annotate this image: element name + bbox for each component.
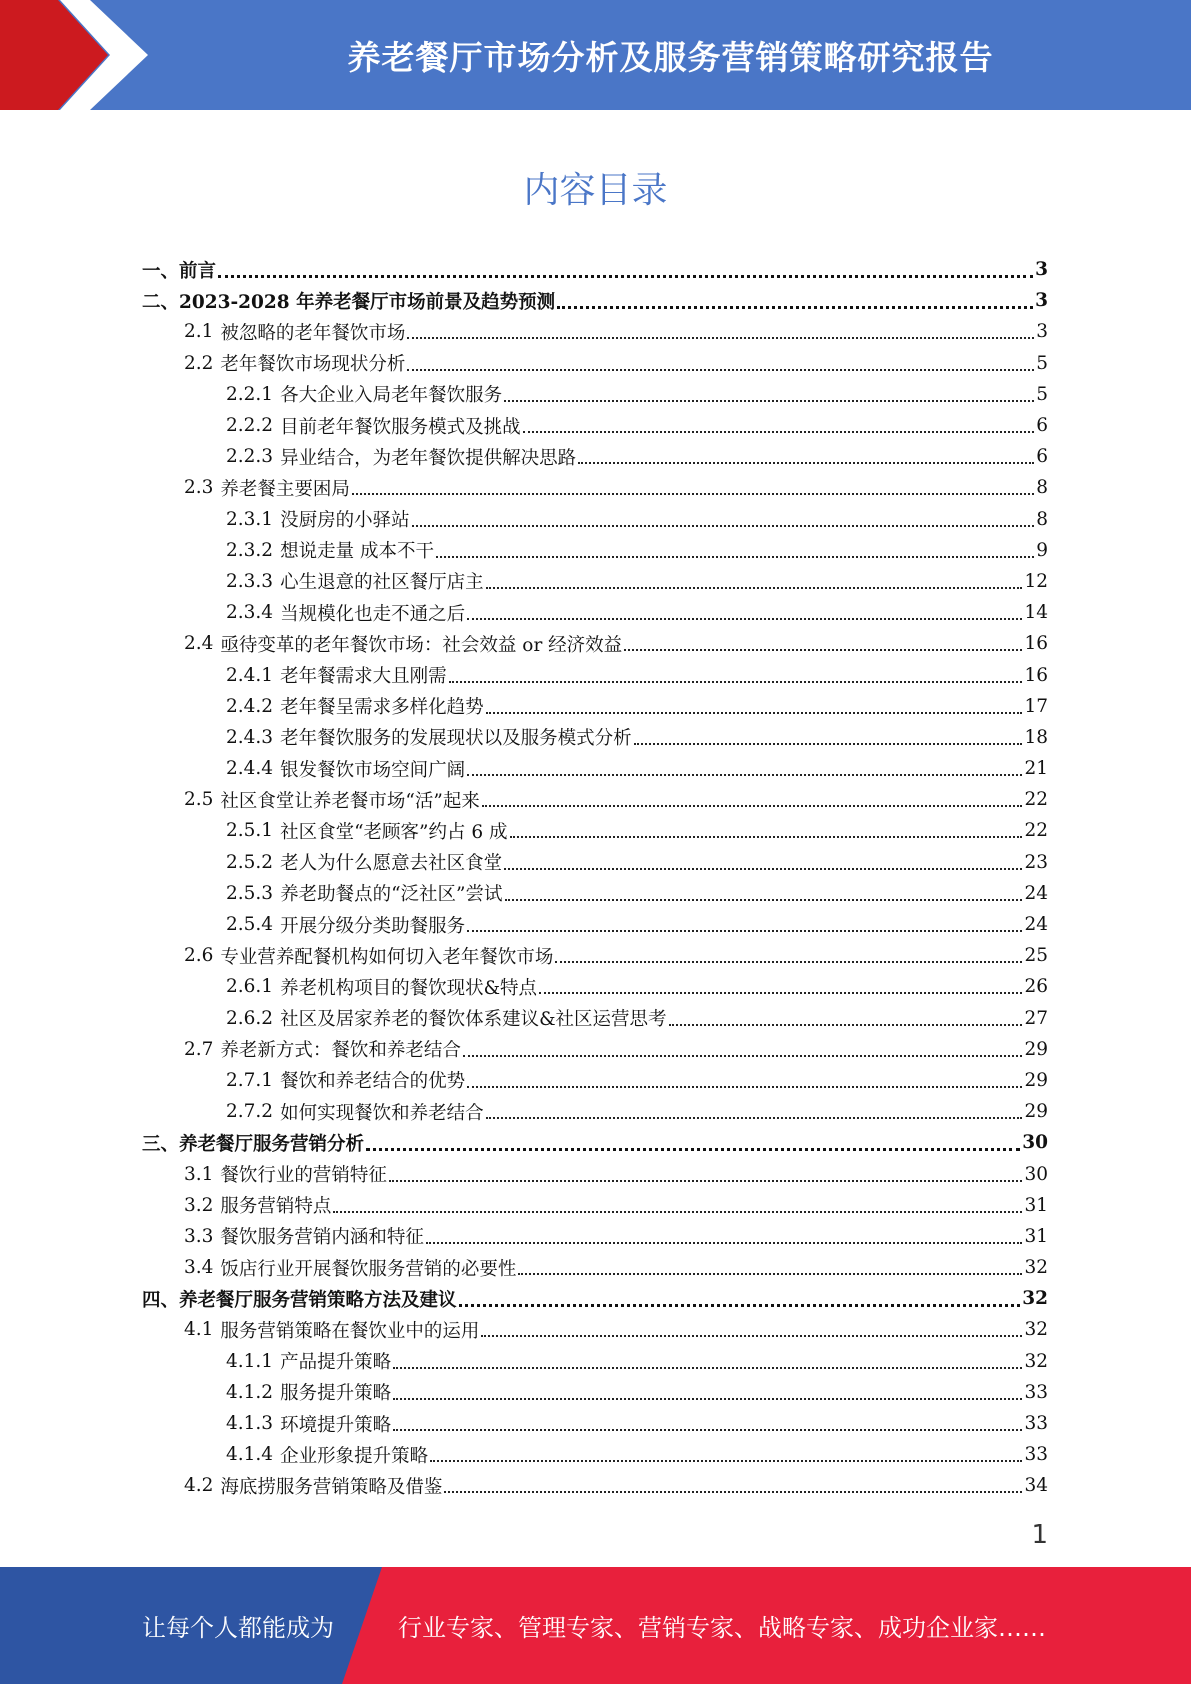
toc-entry[interactable] bbox=[142, 1065, 1048, 1096]
toc-entry[interactable] bbox=[142, 1003, 1048, 1034]
toc-dot-leader bbox=[444, 1490, 1022, 1493]
toc-entry-page: 3 bbox=[1036, 321, 1048, 343]
toc-dot-leader bbox=[412, 524, 1035, 527]
toc-entry-page: 32 bbox=[1024, 1319, 1048, 1341]
toc-entry[interactable] bbox=[142, 597, 1048, 628]
toc-entry-number: 2.5.4 bbox=[226, 914, 274, 936]
toc-dot-leader bbox=[486, 711, 1023, 714]
toc-entry-title: 服务营销特点 bbox=[220, 1196, 332, 1218]
toc-entry-page: 24 bbox=[1024, 882, 1048, 904]
toc-entry-number: 2.4.4 bbox=[226, 758, 274, 780]
toc-dot-leader bbox=[467, 929, 1022, 932]
toc-entry-title: 社区及居家养老的餐饮体系建议&社区运营思考 bbox=[280, 1009, 667, 1031]
toc-entry-page: 29 bbox=[1024, 1069, 1048, 1091]
toc-entry-title: 养老餐主要困局 bbox=[220, 478, 350, 500]
toc-entry-title: 如何实现餐饮和养老结合 bbox=[280, 1102, 484, 1124]
toc-entry[interactable] bbox=[142, 379, 1048, 410]
toc-entry-page: 5 bbox=[1036, 383, 1048, 405]
toc-entry-title: 社区食堂让养老餐市场“活”起来 bbox=[220, 790, 480, 812]
toc-dot-leader bbox=[481, 1334, 1022, 1337]
toc-dot-leader bbox=[393, 1366, 1022, 1369]
toc-entry[interactable] bbox=[142, 1346, 1048, 1377]
toc-entry-page: 29 bbox=[1024, 1038, 1048, 1060]
toc-entry-page: 12 bbox=[1024, 570, 1048, 592]
toc-entry-title: 餐饮行业的营销特征 bbox=[220, 1165, 387, 1187]
table-of-contents bbox=[142, 254, 1048, 1502]
toc-entry-page: 27 bbox=[1024, 1007, 1048, 1029]
toc-entry-title: 专业营养配餐机构如何切入老年餐饮市场 bbox=[220, 946, 554, 968]
toc-entry-title: 各大企业入局老年餐饮服务 bbox=[280, 385, 503, 407]
toc-entry-number: 4.1 bbox=[184, 1319, 214, 1341]
toc-entry-number: 4.1.2 bbox=[226, 1381, 274, 1403]
toc-entry[interactable] bbox=[142, 348, 1048, 379]
toc-entry-title: 养老餐厅服务营销策略方法及建议 bbox=[179, 1289, 457, 1311]
toc-entry-number: 一、 bbox=[142, 260, 180, 282]
toc-entry-title: 异业结合，为老年餐饮提供解决思路 bbox=[280, 447, 577, 469]
toc-entry-number: 4.1.3 bbox=[226, 1413, 274, 1435]
toc-entry-number: 4.1.4 bbox=[226, 1444, 274, 1466]
toc-entry-title: 心生退意的社区餐厅店主 bbox=[280, 572, 484, 594]
toc-entry-number: 2.5.1 bbox=[226, 820, 274, 842]
toc-dot-leader bbox=[482, 804, 1023, 807]
page-number: 1 bbox=[1031, 1520, 1048, 1550]
toc-entry-title: 没厨房的小驿站 bbox=[280, 510, 410, 532]
toc-entry-number: 2.4.2 bbox=[226, 695, 274, 717]
toc-entry-page: 9 bbox=[1036, 539, 1048, 561]
toc-entry[interactable] bbox=[142, 784, 1048, 815]
toc-dot-leader bbox=[449, 680, 1023, 683]
toc-dot-leader bbox=[467, 773, 1022, 776]
toc-entry-title: 餐饮和养老结合的优势 bbox=[280, 1071, 466, 1093]
toc-entry-number: 2.4 bbox=[184, 633, 214, 655]
toc-entry[interactable] bbox=[142, 472, 1048, 503]
toc-heading: 内容目录 bbox=[523, 170, 668, 211]
toc-entry-title: 开展分级分类助餐服务 bbox=[280, 915, 466, 937]
toc-dot-leader bbox=[430, 1459, 1022, 1462]
toc-entry[interactable] bbox=[142, 1221, 1048, 1252]
toc-entry-page: 24 bbox=[1024, 914, 1048, 936]
toc-entry-title: 目前老年餐饮服务模式及挑战 bbox=[280, 416, 521, 438]
toc-entry[interactable] bbox=[142, 722, 1048, 753]
toc-entry[interactable] bbox=[142, 535, 1048, 566]
toc-entry-number: 3.3 bbox=[184, 1225, 214, 1247]
toc-entry[interactable] bbox=[142, 1470, 1048, 1501]
toc-entry-title: 饭店行业开展餐饮服务营销的必要性 bbox=[220, 1258, 517, 1280]
toc-entry-title: 养老机构项目的餐饮现状&特点 bbox=[280, 977, 538, 999]
header-banner bbox=[0, 0, 1191, 110]
toc-entry-page: 8 bbox=[1036, 477, 1048, 499]
toc-entry-number: 2.6 bbox=[184, 945, 214, 967]
toc-entry-number: 2.3.3 bbox=[226, 570, 274, 592]
toc-dot-leader bbox=[669, 1023, 1023, 1026]
toc-entry-title: 老人为什么愿意去社区食堂 bbox=[280, 853, 503, 875]
toc-entry-title: 当规模化也走不通之后 bbox=[280, 603, 466, 625]
toc-entry-page: 17 bbox=[1024, 695, 1048, 717]
toc-entry-number: 二、 bbox=[142, 291, 180, 313]
toc-dot-leader bbox=[393, 1397, 1022, 1400]
toc-entry-title: 亟待变革的老年餐饮市场：社会效益 or 经济效益 bbox=[220, 634, 623, 656]
toc-dot-leader bbox=[624, 648, 1022, 651]
toc-entry[interactable] bbox=[142, 441, 1048, 472]
toc-dot-leader bbox=[407, 336, 1034, 339]
toc-entry[interactable] bbox=[142, 316, 1048, 347]
toc-entry[interactable] bbox=[142, 628, 1048, 659]
toc-entry-title: 服务营销策略在餐饮业中的运用 bbox=[220, 1320, 480, 1342]
toc-entry-number: 2.2.1 bbox=[226, 383, 274, 405]
toc-entry-number: 2.5 bbox=[184, 789, 214, 811]
toc-entry-number: 3.4 bbox=[184, 1257, 214, 1279]
toc-entry-title: 产品提升策略 bbox=[280, 1352, 392, 1374]
toc-entry-title: 被忽略的老年餐饮市场 bbox=[220, 322, 406, 344]
toc-dot-leader bbox=[467, 1085, 1022, 1088]
toc-entry-page: 14 bbox=[1024, 602, 1048, 624]
toc-entry-page: 6 bbox=[1036, 415, 1048, 437]
toc-dot-leader bbox=[504, 867, 1022, 870]
toc-entry[interactable] bbox=[142, 940, 1048, 971]
toc-entry-number: 3.1 bbox=[184, 1163, 214, 1185]
toc-entry-page: 3 bbox=[1035, 259, 1048, 281]
toc-entry-page: 32 bbox=[1024, 1350, 1048, 1372]
toc-dot-leader bbox=[504, 399, 1034, 402]
toc-entry[interactable] bbox=[142, 659, 1048, 690]
toc-dot-leader bbox=[366, 1147, 1020, 1151]
toc-entry-page: 25 bbox=[1024, 945, 1048, 967]
toc-dot-leader bbox=[539, 991, 1022, 994]
toc-entry-title: 老年餐饮服务的发展现状以及服务模式分析 bbox=[280, 728, 632, 750]
toc-entry-page: 26 bbox=[1024, 976, 1048, 998]
toc-dot-leader bbox=[352, 492, 1034, 495]
toc-entry-page: 18 bbox=[1024, 726, 1048, 748]
toc-entry-title: 社区食堂“老顾客”约占 6 成 bbox=[280, 821, 508, 843]
toc-entry[interactable] bbox=[142, 909, 1048, 940]
toc-entry[interactable] bbox=[142, 410, 1048, 441]
toc-entry-page: 34 bbox=[1024, 1475, 1048, 1497]
toc-entry-page: 33 bbox=[1024, 1381, 1048, 1403]
toc-entry-title: 海底捞服务营销策略及借鉴 bbox=[220, 1476, 443, 1498]
toc-entry-page: 30 bbox=[1024, 1163, 1048, 1185]
toc-entry-page: 8 bbox=[1036, 508, 1048, 530]
toc-entry-number: 2.6.1 bbox=[226, 976, 274, 998]
toc-entry-number: 2.5.2 bbox=[226, 851, 274, 873]
toc-dot-leader bbox=[578, 461, 1034, 464]
toc-dot-leader bbox=[634, 742, 1023, 745]
toc-entry-page: 23 bbox=[1024, 851, 1048, 873]
toc-entry[interactable] bbox=[142, 815, 1048, 846]
toc-dot-leader bbox=[486, 1116, 1023, 1119]
toc-entry[interactable] bbox=[142, 1096, 1048, 1127]
toc-dot-leader bbox=[463, 1054, 1023, 1057]
toc-entry[interactable] bbox=[142, 1127, 1048, 1158]
toc-entry[interactable] bbox=[142, 971, 1048, 1002]
toc-entry[interactable] bbox=[142, 1283, 1048, 1314]
footer-slogan-left: 让每个人都能成为 bbox=[142, 1614, 334, 1642]
toc-entry-page: 6 bbox=[1036, 446, 1048, 468]
toc-dot-leader bbox=[518, 1272, 1022, 1275]
toc-dot-leader bbox=[555, 960, 1022, 963]
toc-dot-leader bbox=[407, 368, 1034, 371]
toc-entry-number: 3.2 bbox=[184, 1194, 214, 1216]
toc-entry-title: 养老新方式：餐饮和养老结合 bbox=[220, 1040, 461, 1062]
toc-dot-leader bbox=[467, 617, 1022, 620]
toc-entry-number: 2.4.1 bbox=[226, 664, 274, 686]
toc-entry-page: 16 bbox=[1024, 664, 1048, 686]
toc-entry[interactable] bbox=[142, 566, 1048, 597]
toc-entry-number: 2.4.3 bbox=[226, 726, 274, 748]
toc-entry-number: 2.7.1 bbox=[226, 1069, 274, 1091]
toc-entry[interactable] bbox=[142, 1408, 1048, 1439]
toc-dot-leader bbox=[389, 1179, 1023, 1182]
toc-entry-title: 前言 bbox=[179, 260, 217, 282]
toc-entry-number: 2.3.4 bbox=[226, 602, 274, 624]
toc-entry[interactable] bbox=[142, 1158, 1048, 1189]
toc-entry-title: 2023-2028 年养老餐厅市场前景及趋势预测 bbox=[179, 291, 556, 313]
toc-entry[interactable] bbox=[142, 1190, 1048, 1221]
toc-entry-page: 5 bbox=[1036, 352, 1048, 374]
toc-entry-title: 银发餐饮市场空间广阔 bbox=[280, 759, 466, 781]
footer-slogan-right: 行业专家、管理专家、营销专家、战略专家、成功企业家…… bbox=[398, 1614, 1046, 1642]
toc-entry-title: 老年餐饮市场现状分析 bbox=[220, 354, 406, 376]
toc-entry-title: 餐饮服务营销内涵和特征 bbox=[220, 1227, 424, 1249]
toc-entry-number: 2.5.3 bbox=[226, 882, 274, 904]
toc-entry-title: 老年餐需求大且刚需 bbox=[280, 666, 447, 688]
toc-entry[interactable] bbox=[142, 753, 1048, 784]
toc-entry-number: 2.3.2 bbox=[226, 539, 274, 561]
toc-dot-leader bbox=[523, 430, 1035, 433]
toc-entry[interactable] bbox=[142, 1252, 1048, 1283]
toc-entry-page: 33 bbox=[1024, 1444, 1048, 1466]
toc-entry-page: 31 bbox=[1024, 1225, 1048, 1247]
toc-entry-number: 2.2 bbox=[184, 352, 214, 374]
footer-banner bbox=[0, 1567, 1191, 1684]
toc-dot-leader bbox=[557, 305, 1033, 309]
toc-entry-page: 32 bbox=[1024, 1257, 1048, 1279]
toc-entry-title: 养老助餐点的“泛社区”尝试 bbox=[280, 884, 503, 906]
toc-entry-title: 环境提升策略 bbox=[280, 1414, 392, 1436]
toc-dot-leader bbox=[426, 1241, 1023, 1244]
report-title: 养老餐厅市场分析及服务营销策略研究报告 bbox=[347, 37, 994, 77]
toc-entry-title: 养老餐厅服务营销分析 bbox=[179, 1133, 365, 1155]
toc-entry-number: 2.2.3 bbox=[226, 446, 274, 468]
toc-entry-number: 三、 bbox=[142, 1133, 180, 1155]
toc-entry-number: 4.2 bbox=[184, 1475, 214, 1497]
toc-entry[interactable] bbox=[142, 1377, 1048, 1408]
toc-entry-title: 老年餐呈需求多样化趋势 bbox=[280, 697, 484, 719]
toc-entry-page: 32 bbox=[1022, 1288, 1048, 1310]
toc-entry[interactable] bbox=[142, 1314, 1048, 1345]
toc-dot-leader bbox=[393, 1428, 1022, 1431]
toc-entry-number: 2.2.2 bbox=[226, 415, 274, 437]
toc-entry-number: 四、 bbox=[142, 1289, 180, 1311]
toc-entry-title: 想说走量 成本不干 bbox=[280, 541, 434, 563]
toc-entry-page: 3 bbox=[1035, 290, 1048, 312]
toc-entry-number: 2.7.2 bbox=[226, 1101, 274, 1123]
toc-dot-leader bbox=[436, 555, 1034, 558]
toc-entry-page: 16 bbox=[1024, 633, 1048, 655]
toc-dot-leader bbox=[510, 835, 1023, 838]
toc-entry-page: 21 bbox=[1024, 758, 1048, 780]
toc-entry-page: 30 bbox=[1022, 1132, 1048, 1154]
toc-entry-title: 企业形象提升策略 bbox=[280, 1445, 429, 1467]
toc-entry-page: 22 bbox=[1024, 820, 1048, 842]
toc-entry-number: 2.3.1 bbox=[226, 508, 274, 530]
toc-dot-leader bbox=[486, 586, 1023, 589]
toc-entry-page: 22 bbox=[1024, 789, 1048, 811]
toc-entry[interactable] bbox=[142, 254, 1048, 285]
toc-entry-number: 2.7 bbox=[184, 1038, 214, 1060]
header-arrow-decoration bbox=[0, 0, 160, 110]
toc-entry[interactable] bbox=[142, 878, 1048, 909]
toc-entry[interactable] bbox=[142, 504, 1048, 535]
toc-entry[interactable] bbox=[142, 691, 1048, 722]
toc-entry-page: 31 bbox=[1024, 1194, 1048, 1216]
toc-entry[interactable] bbox=[142, 1034, 1048, 1065]
toc-dot-leader bbox=[505, 898, 1023, 901]
toc-entry-title: 服务提升策略 bbox=[280, 1383, 392, 1405]
toc-entry-number: 2.3 bbox=[184, 477, 214, 499]
toc-entry-page: 29 bbox=[1024, 1101, 1048, 1123]
toc-entry-number: 4.1.1 bbox=[226, 1350, 274, 1372]
toc-entry[interactable] bbox=[142, 285, 1048, 316]
toc-entry-page: 33 bbox=[1024, 1413, 1048, 1435]
toc-dot-leader bbox=[333, 1210, 1022, 1213]
toc-entry[interactable] bbox=[142, 1439, 1048, 1470]
toc-dot-leader bbox=[459, 1303, 1021, 1307]
toc-entry[interactable] bbox=[142, 847, 1048, 878]
toc-dot-leader bbox=[218, 274, 1033, 278]
toc-entry-number: 2.6.2 bbox=[226, 1007, 274, 1029]
toc-entry-number: 2.1 bbox=[184, 321, 214, 343]
